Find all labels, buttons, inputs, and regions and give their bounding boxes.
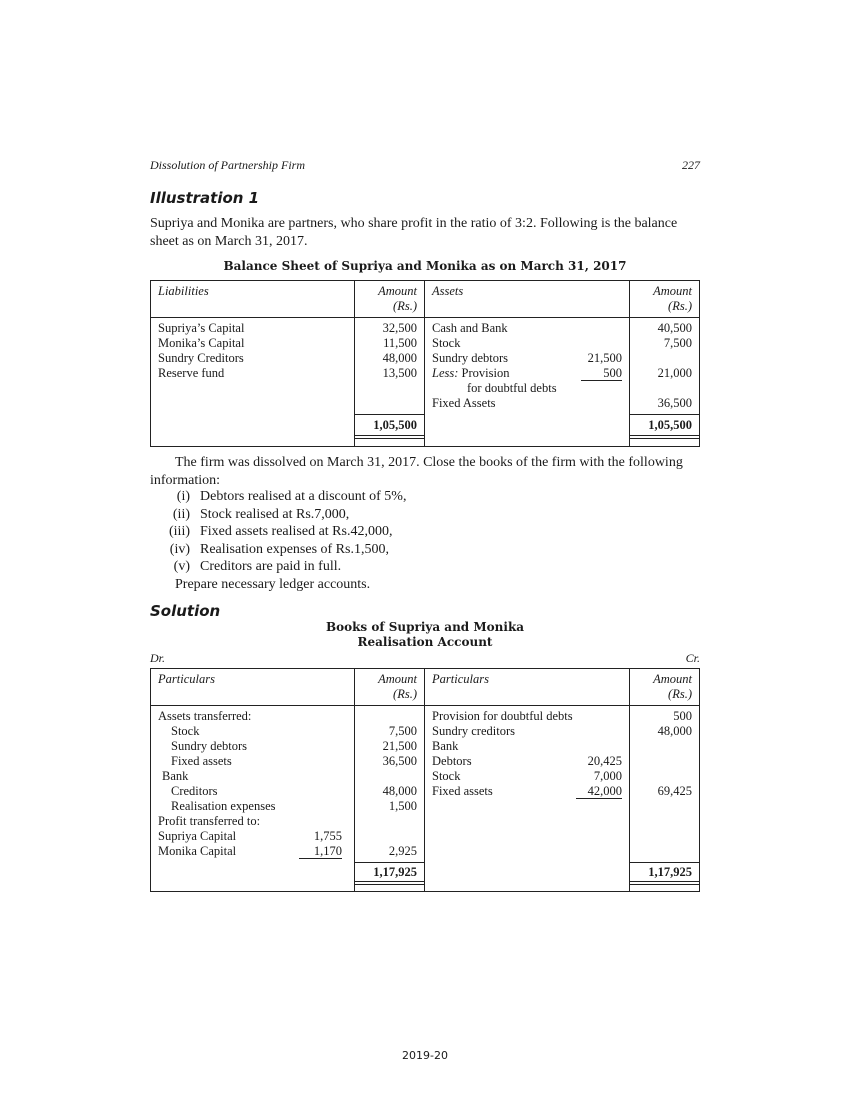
dr-entry: Stock — [171, 724, 200, 738]
liability-label: Monika’s Capital — [158, 336, 245, 350]
asset-label: Sundry debtors — [432, 351, 509, 365]
item-number: (iv) — [169, 541, 190, 557]
cr-entry: Fixed assets — [432, 784, 493, 798]
cr-sub-amount: 42,000 — [576, 784, 622, 799]
cr-label: Cr. — [685, 651, 700, 665]
dr-entry: Monika Capital — [158, 844, 237, 858]
dr-sub-amount: 1,170 — [299, 844, 342, 859]
col-particulars-right: Particulars — [432, 672, 489, 686]
less-prefix: Less: — [432, 366, 459, 380]
dr-entry: Assets transferred: — [158, 709, 252, 723]
balance-sheet-table — [150, 280, 700, 447]
dr-amount: 36,500 — [382, 754, 417, 768]
item-number: (i) — [176, 489, 190, 504]
col-rs: (Rs.) — [393, 299, 417, 313]
col-amount: Amount — [378, 284, 417, 298]
dr-amount: 21,500 — [382, 739, 417, 753]
cr-sub-amount: 20,425 — [587, 754, 622, 768]
dr-amount: 48,000 — [382, 784, 417, 798]
cr-entry: Debtors — [432, 754, 472, 768]
dr-entry: Bank — [162, 769, 189, 783]
liability-amount: 48,000 — [382, 351, 417, 365]
realisation-account-table — [150, 668, 700, 892]
item-text: Stock realised at Rs.7,000, — [200, 506, 350, 522]
col-rs-right: (Rs.) — [668, 687, 692, 701]
asset-label: Fixed Assets — [432, 396, 496, 410]
item-text: Fixed assets realised at Rs.42,000, — [200, 524, 393, 539]
item-text: Creditors are paid in full. — [200, 559, 342, 574]
dr-amount: 7,500 — [388, 724, 417, 738]
asset-amount: 7,500 — [663, 336, 692, 350]
col-rs-right: (Rs.) — [668, 299, 692, 313]
total-dr: 1,17,925 — [373, 865, 417, 879]
item-number: (ii) — [172, 506, 190, 522]
dr-amount: 1,500 — [388, 799, 417, 813]
prepare-text: Prepare necessary ledger accounts. — [175, 576, 371, 592]
dr-amount: 2,925 — [388, 844, 417, 858]
cr-amount: 69,425 — [657, 784, 692, 798]
cr-entry: Stock — [432, 769, 461, 783]
total-cr: 1,17,925 — [648, 865, 692, 879]
liability-amount: 32,500 — [382, 321, 417, 335]
col-particulars: Particulars — [158, 672, 215, 686]
cr-amount: 48,000 — [657, 724, 692, 738]
running-header-chapter: Dissolution of Partnership Firm — [150, 158, 306, 172]
liability-label: Supriya’s Capital — [158, 321, 245, 335]
cr-entry: Provision for doubtful debts — [432, 709, 573, 723]
total-liabilities: 1,05,500 — [373, 418, 417, 432]
item-number: (v) — [173, 559, 190, 574]
dr-entry: Realisation expenses — [171, 799, 276, 813]
dr-sub-amount: 1,755 — [313, 829, 342, 843]
illustration-title: Illustration 1 — [150, 189, 260, 207]
item-text: Realisation expenses of Rs.1,500, — [200, 541, 389, 557]
cr-entry: Sundry creditors — [432, 724, 515, 738]
intro-paragraph: Supriya and Monika are partners, who share profit in the ratio of 3:2. Following is the balance sheet as on March 31, 2017. — [150, 216, 678, 249]
asset-label-continued: for doubtful debts — [467, 381, 557, 395]
asset-sub-amount: 21,500 — [587, 351, 622, 365]
col-rs: (Rs.) — [393, 687, 417, 701]
cr-amount: 500 — [673, 709, 692, 723]
solution-title: Solution — [150, 602, 221, 620]
page-number: 227 — [682, 158, 700, 172]
cr-entry: Bank — [432, 739, 459, 753]
liability-label: Reserve fund — [158, 366, 225, 380]
dr-entry: Sundry debtors — [171, 739, 248, 753]
col-amount-right: Amount — [653, 672, 692, 686]
dr-entry: Creditors — [171, 784, 218, 798]
liability-amount: 13,500 — [382, 366, 417, 380]
dr-entry: Profit transferred to: — [158, 814, 261, 828]
col-amount-right: Amount — [653, 284, 692, 298]
asset-amount: 21,000 — [657, 366, 692, 380]
asset-label: Provision — [461, 366, 510, 380]
liability-amount: 11,500 — [383, 336, 417, 350]
dr-label: Dr. — [150, 651, 166, 665]
col-liabilities: Liabilities — [158, 284, 209, 298]
dr-entry: Fixed assets — [171, 754, 232, 768]
asset-label: Stock — [432, 336, 461, 350]
asset-amount: 40,500 — [657, 321, 692, 335]
account-title: Realisation Account — [357, 635, 493, 649]
item-number: (iii) — [169, 524, 190, 539]
balance-sheet-caption: Balance Sheet of Supriya and Monika as on March 31, 2017 — [223, 259, 627, 273]
item-text: Debtors realised at a discount of 5%, — [200, 489, 407, 504]
books-title: Books of Supriya and Monika — [325, 620, 525, 634]
col-amount: Amount — [378, 672, 417, 686]
dissolution-paragraph: The firm was dissolved on March 31, 2017. Close the books of the firm with the following information: — [150, 455, 683, 488]
col-assets: Assets — [432, 284, 464, 298]
total-assets: 1,05,500 — [648, 418, 692, 432]
footer-year: 2019-20 — [402, 1049, 448, 1062]
dr-entry: Supriya Capital — [158, 829, 237, 843]
asset-amount: 36,500 — [657, 396, 692, 410]
cr-sub-amount: 7,000 — [593, 769, 622, 783]
asset-label: Cash and Bank — [432, 321, 508, 335]
liability-label: Sundry Creditors — [158, 351, 244, 365]
asset-sub-amount: 500 — [581, 366, 622, 381]
